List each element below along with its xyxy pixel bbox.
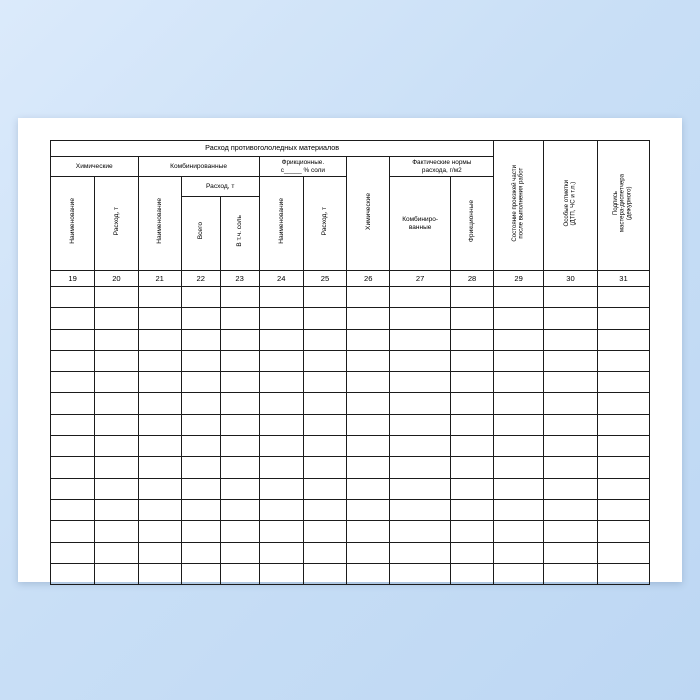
group-header-actual-norms-line2: расхода, г/м2 <box>421 166 462 174</box>
table-cell-27[interactable] <box>390 521 451 542</box>
column-header-25-label: Расход, т <box>321 206 329 236</box>
column-header-22-label: Всего <box>197 222 205 240</box>
table-cell-30[interactable] <box>543 478 597 499</box>
table-cell-25[interactable] <box>303 436 346 457</box>
table-cell-28[interactable] <box>450 414 493 435</box>
table-cell-29[interactable] <box>494 350 544 371</box>
table-cell-28[interactable] <box>450 372 493 393</box>
table-cell-30[interactable] <box>543 414 597 435</box>
table-cell-31[interactable] <box>597 478 649 499</box>
column-header-20-label: Расход, т <box>112 206 120 236</box>
table-cell-25[interactable] <box>303 329 346 350</box>
column-header-23-label: В т.ч. соль <box>236 215 244 247</box>
table-cell-20[interactable] <box>95 499 138 520</box>
column-number-29: 29 <box>494 271 544 287</box>
column-header-24-label: Наименование <box>277 198 285 244</box>
table-cell-23[interactable] <box>220 393 259 414</box>
column-header-30-label: Особые отметки (ДТП, ЧС и т.п.) <box>562 179 577 227</box>
table-cell-28[interactable] <box>450 521 493 542</box>
column-header-29 <box>494 141 544 271</box>
table-cell-25[interactable] <box>303 521 346 542</box>
table-row <box>51 563 650 584</box>
column-header-29-label: Состояние проезжей части после выполнения работ <box>510 164 525 242</box>
table-cell-29[interactable] <box>494 372 544 393</box>
table-row <box>51 287 650 308</box>
table-cell-30[interactable] <box>543 287 597 308</box>
table-cell-31[interactable] <box>597 414 649 435</box>
column-header-25 <box>303 177 346 271</box>
column-header-31 <box>597 141 649 271</box>
table-cell-25[interactable] <box>303 542 346 563</box>
table-row <box>51 478 650 499</box>
table-cell-25[interactable] <box>303 478 346 499</box>
table-cell-31[interactable] <box>597 350 649 371</box>
table-cell-21[interactable] <box>138 414 181 435</box>
table-cell-20[interactable] <box>95 308 138 329</box>
table-cell-26[interactable] <box>347 542 390 563</box>
table-row <box>51 521 650 542</box>
table-cell-24[interactable] <box>259 521 303 542</box>
table-cell-29[interactable] <box>494 329 544 350</box>
table-body <box>51 287 650 585</box>
table-cell-19[interactable] <box>51 457 95 478</box>
table-cell-29[interactable] <box>494 563 544 584</box>
table-cell-28[interactable] <box>450 287 493 308</box>
table-cell-25[interactable] <box>303 287 346 308</box>
table-cell-22[interactable] <box>181 436 220 457</box>
column-header-26-label: Химические <box>364 192 372 230</box>
column-number-24: 24 <box>259 271 303 287</box>
table-cell-24[interactable] <box>259 457 303 478</box>
table-row <box>51 542 650 563</box>
column-number-25: 25 <box>303 271 346 287</box>
table-cell-19[interactable] <box>51 393 95 414</box>
table-cell-27[interactable] <box>390 436 451 457</box>
table-cell-30[interactable] <box>543 542 597 563</box>
table-cell-29[interactable] <box>494 499 544 520</box>
table-cell-23[interactable] <box>220 499 259 520</box>
column-header-21-label: Наименование <box>156 198 164 244</box>
consumption-table <box>50 140 650 585</box>
column-number-21: 21 <box>138 271 181 287</box>
table-cell-24[interactable] <box>259 499 303 520</box>
table-cell-24[interactable] <box>259 436 303 457</box>
table-cell-27[interactable] <box>390 308 451 329</box>
table-cell-19[interactable] <box>51 287 95 308</box>
table-cell-21[interactable] <box>138 436 181 457</box>
table-cell-22[interactable] <box>181 350 220 371</box>
table-cell-24[interactable] <box>259 308 303 329</box>
table-cell-28[interactable] <box>450 350 493 371</box>
table-main-title: Расход противогололедных материалов <box>51 141 494 157</box>
table-cell-25[interactable] <box>303 563 346 584</box>
group-header-actual-norms-line1: Фактические нормы <box>412 159 472 167</box>
group-header-friction-line2: с_____ % соли <box>280 166 325 174</box>
table-cell-24[interactable] <box>259 563 303 584</box>
table-cell-29[interactable] <box>494 457 544 478</box>
table-cell-27[interactable] <box>390 393 451 414</box>
table-cell-21[interactable] <box>138 308 181 329</box>
table-cell-31[interactable] <box>597 436 649 457</box>
column-number-28: 28 <box>450 271 493 287</box>
table-cell-31[interactable] <box>597 372 649 393</box>
table-cell-19[interactable] <box>51 542 95 563</box>
table-cell-20[interactable] <box>95 393 138 414</box>
table-cell-25[interactable] <box>303 393 346 414</box>
table-cell-26[interactable] <box>347 521 390 542</box>
column-number-26: 26 <box>347 271 390 287</box>
table-cell-26[interactable] <box>347 393 390 414</box>
table-container <box>50 140 650 560</box>
table-cell-27[interactable] <box>390 350 451 371</box>
table-cell-28[interactable] <box>450 563 493 584</box>
table-cell-23[interactable] <box>220 436 259 457</box>
column-header-31-label: Подпись мастера-диспетчера (дежурного) <box>612 173 633 233</box>
table-cell-24[interactable] <box>259 542 303 563</box>
table-cell-26[interactable] <box>347 563 390 584</box>
group-header-friction <box>259 157 347 177</box>
table-cell-26[interactable] <box>347 372 390 393</box>
table-cell-25[interactable] <box>303 414 346 435</box>
table-cell-26[interactable] <box>347 478 390 499</box>
table-cell-19[interactable] <box>51 499 95 520</box>
table-cell-23[interactable] <box>220 287 259 308</box>
table-cell-22[interactable] <box>181 414 220 435</box>
table-cell-31[interactable] <box>597 542 649 563</box>
table-cell-25[interactable] <box>303 372 346 393</box>
table-cell-31[interactable] <box>597 457 649 478</box>
table-cell-19[interactable] <box>51 436 95 457</box>
table-cell-30[interactable] <box>543 499 597 520</box>
table-cell-28[interactable] <box>450 457 493 478</box>
table-cell-28[interactable] <box>450 436 493 457</box>
column-header-26 <box>347 157 390 271</box>
table-cell-21[interactable] <box>138 499 181 520</box>
table-cell-20[interactable] <box>95 563 138 584</box>
table-cell-30[interactable] <box>543 308 597 329</box>
document-paper <box>18 118 682 582</box>
table-cell-22[interactable] <box>181 329 220 350</box>
table-cell-19[interactable] <box>51 350 95 371</box>
table-cell-20[interactable] <box>95 372 138 393</box>
table-cell-21[interactable] <box>138 393 181 414</box>
table-cell-31[interactable] <box>597 499 649 520</box>
table-cell-21[interactable] <box>138 457 181 478</box>
table-cell-26[interactable] <box>347 329 390 350</box>
table-cell-20[interactable] <box>95 414 138 435</box>
table-cell-27[interactable] <box>390 372 451 393</box>
table-cell-24[interactable] <box>259 287 303 308</box>
table-cell-25[interactable] <box>303 499 346 520</box>
table-cell-22[interactable] <box>181 563 220 584</box>
table-cell-22[interactable] <box>181 372 220 393</box>
column-number-23: 23 <box>220 271 259 287</box>
table-cell-23[interactable] <box>220 372 259 393</box>
table-cell-23[interactable] <box>220 563 259 584</box>
table-cell-22[interactable] <box>181 521 220 542</box>
table-cell-21[interactable] <box>138 478 181 499</box>
table-cell-22[interactable] <box>181 478 220 499</box>
table-cell-24[interactable] <box>259 478 303 499</box>
table-cell-26[interactable] <box>347 287 390 308</box>
table-cell-19[interactable] <box>51 329 95 350</box>
table-cell-31[interactable] <box>597 308 649 329</box>
column-header-23 <box>220 197 259 271</box>
column-header-19 <box>51 177 95 271</box>
column-header-19-label: Наименование <box>69 198 77 244</box>
table-cell-31[interactable] <box>597 563 649 584</box>
table-cell-21[interactable] <box>138 563 181 584</box>
table-cell-30[interactable] <box>543 521 597 542</box>
column-header-24 <box>259 177 303 271</box>
column-number-27: 27 <box>390 271 451 287</box>
table-cell-23[interactable] <box>220 350 259 371</box>
table-cell-28[interactable] <box>450 542 493 563</box>
table-cell-21[interactable] <box>138 350 181 371</box>
table-cell-23[interactable] <box>220 308 259 329</box>
column-header-21 <box>138 177 181 271</box>
table-cell-22[interactable] <box>181 499 220 520</box>
column-header-22 <box>181 197 220 271</box>
column-header-28-label: Фрикционные <box>468 199 476 243</box>
column-header-20 <box>95 177 138 271</box>
table-row <box>51 372 650 393</box>
group-header-combined-consumption: Расход, т <box>181 177 259 197</box>
table-cell-25[interactable] <box>303 350 346 371</box>
table-cell-27[interactable] <box>390 414 451 435</box>
table-cell-21[interactable] <box>138 372 181 393</box>
table-cell-19[interactable] <box>51 308 95 329</box>
table-cell-23[interactable] <box>220 414 259 435</box>
header-row-title <box>51 141 650 157</box>
table-cell-28[interactable] <box>450 308 493 329</box>
table-cell-30[interactable] <box>543 436 597 457</box>
table-cell-30[interactable] <box>543 329 597 350</box>
table-cell-24[interactable] <box>259 329 303 350</box>
table-cell-23[interactable] <box>220 329 259 350</box>
table-row <box>51 350 650 371</box>
column-number-row <box>51 271 650 287</box>
table-cell-29[interactable] <box>494 308 544 329</box>
table-cell-22[interactable] <box>181 393 220 414</box>
table-cell-19[interactable] <box>51 478 95 499</box>
table-cell-27[interactable] <box>390 542 451 563</box>
table-cell-26[interactable] <box>347 457 390 478</box>
table-cell-20[interactable] <box>95 436 138 457</box>
table-cell-29[interactable] <box>494 478 544 499</box>
table-cell-27[interactable] <box>390 563 451 584</box>
table-cell-24[interactable] <box>259 372 303 393</box>
column-header-27 <box>390 177 451 271</box>
table-cell-21[interactable] <box>138 542 181 563</box>
table-cell-30[interactable] <box>543 457 597 478</box>
table-cell-20[interactable] <box>95 287 138 308</box>
table-cell-23[interactable] <box>220 521 259 542</box>
table-cell-29[interactable] <box>494 436 544 457</box>
table-cell-28[interactable] <box>450 393 493 414</box>
table-cell-30[interactable] <box>543 350 597 371</box>
table-cell-30[interactable] <box>543 372 597 393</box>
table-cell-29[interactable] <box>494 393 544 414</box>
table-cell-31[interactable] <box>597 393 649 414</box>
table-cell-25[interactable] <box>303 457 346 478</box>
table-row <box>51 457 650 478</box>
table-cell-19[interactable] <box>51 563 95 584</box>
table-cell-27[interactable] <box>390 287 451 308</box>
table-cell-30[interactable] <box>543 563 597 584</box>
table-cell-26[interactable] <box>347 308 390 329</box>
table-cell-29[interactable] <box>494 414 544 435</box>
table-cell-27[interactable] <box>390 478 451 499</box>
table-cell-22[interactable] <box>181 287 220 308</box>
table-cell-28[interactable] <box>450 329 493 350</box>
column-number-19: 19 <box>51 271 95 287</box>
table-cell-30[interactable] <box>543 393 597 414</box>
table-cell-20[interactable] <box>95 521 138 542</box>
column-number-20: 20 <box>95 271 138 287</box>
column-number-31: 31 <box>597 271 649 287</box>
table-cell-31[interactable] <box>597 329 649 350</box>
table-cell-20[interactable] <box>95 350 138 371</box>
table-cell-29[interactable] <box>494 287 544 308</box>
group-header-friction-line1: Фрикционные. <box>281 159 325 167</box>
table-cell-21[interactable] <box>138 329 181 350</box>
table-cell-28[interactable] <box>450 499 493 520</box>
table-cell-27[interactable] <box>390 329 451 350</box>
table-cell-20[interactable] <box>95 542 138 563</box>
group-header-chemical: Химические <box>51 157 139 177</box>
table-cell-19[interactable] <box>51 414 95 435</box>
table-cell-19[interactable] <box>51 372 95 393</box>
table-row <box>51 436 650 457</box>
table-cell-19[interactable] <box>51 521 95 542</box>
table-cell-20[interactable] <box>95 457 138 478</box>
table-cell-31[interactable] <box>597 287 649 308</box>
group-header-actual-norms <box>390 157 494 177</box>
table-cell-22[interactable] <box>181 457 220 478</box>
table-cell-26[interactable] <box>347 414 390 435</box>
column-number-30: 30 <box>543 271 597 287</box>
table-cell-31[interactable] <box>597 521 649 542</box>
table-cell-22[interactable] <box>181 542 220 563</box>
table-cell-21[interactable] <box>138 521 181 542</box>
group-header-combined: Комбинированные <box>138 157 259 177</box>
table-row <box>51 499 650 520</box>
table-cell-20[interactable] <box>95 478 138 499</box>
table-cell-27[interactable] <box>390 457 451 478</box>
table-cell-22[interactable] <box>181 308 220 329</box>
table-cell-20[interactable] <box>95 329 138 350</box>
table-cell-24[interactable] <box>259 393 303 414</box>
table-cell-29[interactable] <box>494 542 544 563</box>
table-cell-28[interactable] <box>450 478 493 499</box>
table-cell-23[interactable] <box>220 457 259 478</box>
table-cell-25[interactable] <box>303 308 346 329</box>
table-row <box>51 329 650 350</box>
table-cell-24[interactable] <box>259 414 303 435</box>
column-header-27-label: Комбиниро- ванные <box>402 215 439 231</box>
table-row <box>51 393 650 414</box>
table-cell-26[interactable] <box>347 350 390 371</box>
table-cell-29[interactable] <box>494 521 544 542</box>
table-cell-23[interactable] <box>220 542 259 563</box>
table-cell-23[interactable] <box>220 478 259 499</box>
table-row <box>51 308 650 329</box>
table-cell-26[interactable] <box>347 436 390 457</box>
table-cell-24[interactable] <box>259 350 303 371</box>
table-cell-27[interactable] <box>390 499 451 520</box>
column-header-28 <box>450 177 493 271</box>
column-header-30 <box>543 141 597 271</box>
column-number-22: 22 <box>181 271 220 287</box>
table-cell-21[interactable] <box>138 287 181 308</box>
table-cell-26[interactable] <box>347 499 390 520</box>
table-row <box>51 414 650 435</box>
